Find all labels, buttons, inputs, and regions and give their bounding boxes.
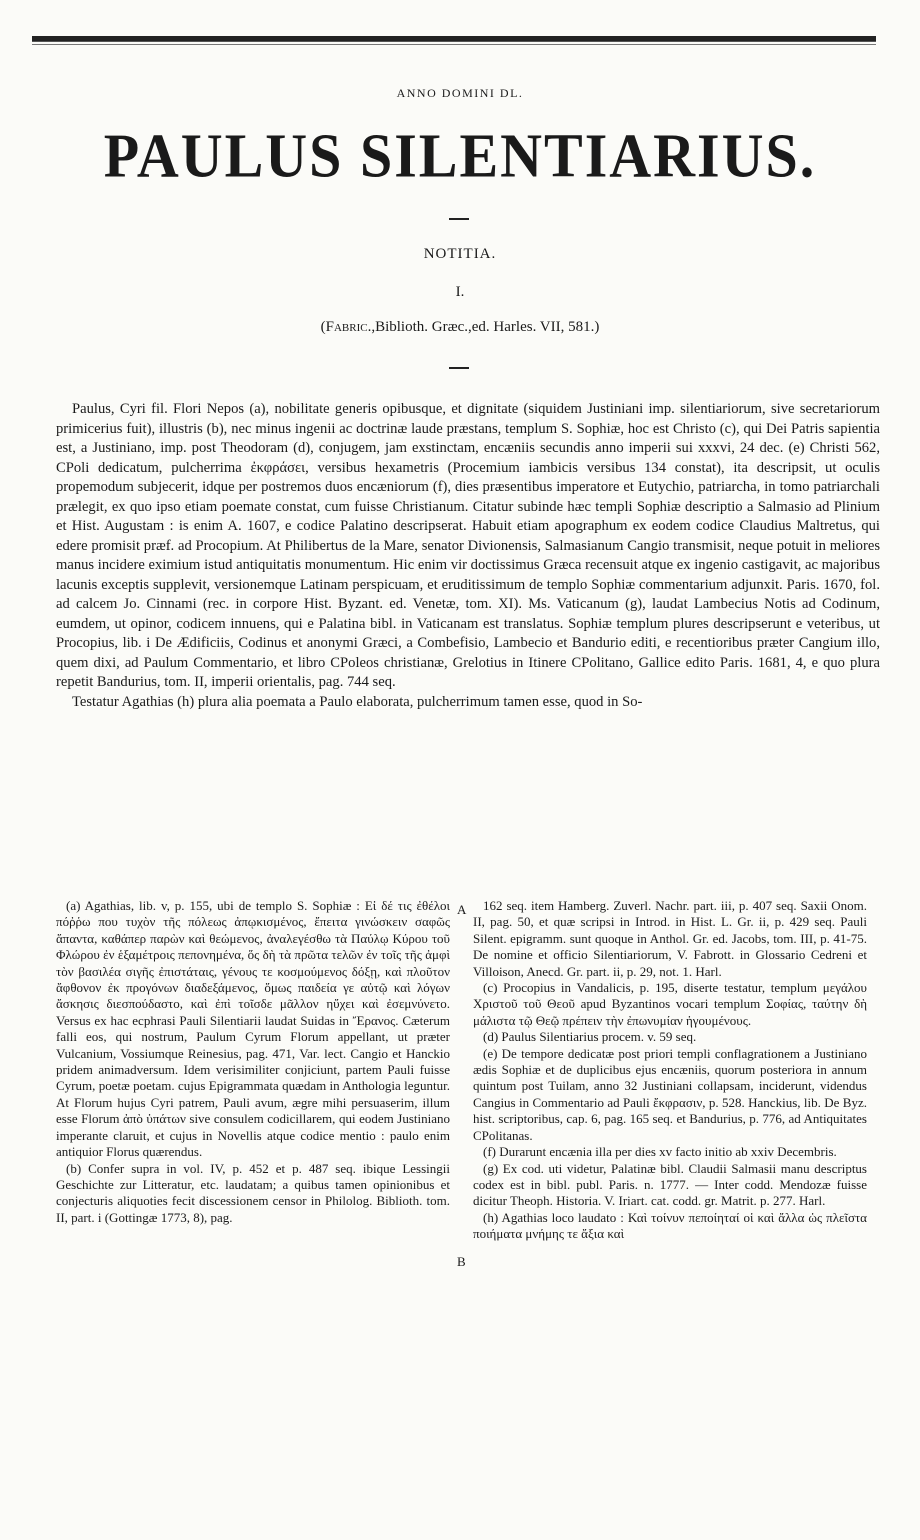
footnote: (h) Agathias loco laudato : Καὶ τοίνυν πεποίηταί οἱ καὶ ἄλλα ὡς πλεῖστα ποιήματα μνήμης τε ἄξια καὶ [473, 1209, 867, 1242]
body-text [56, 400, 880, 712]
column-marker-a: A [457, 902, 467, 917]
page-title: PAULUS SILENTIARIUS. [103, 120, 817, 191]
body-paragraph: Testatur Agathias (h) plura alia poemata a Paulo elaborata, pulcherrimum tamen esse, quod in So- [72, 693, 643, 710]
footnote: (f) Durarunt encænia illa per dies xv facto initio ab xxiv Decembris. [483, 1144, 837, 1160]
section-heading: NOTITIA. [423, 246, 497, 262]
footnote: (e) De tempore dedicatæ post priori templi conflagrationem a Justiniano ædis Sophiæ et de duplicibus ejus encæniis, quorum posteriora in annum quintum post Tuilam, anno 32 Justiniani collapsam, inciderunt, videndus Cangius in Commentario ad Pauli ἔκφρασιν, p. 528. Hanckius, lib. De Byz. hist. scriptoribus, cap. 6, pag. 165 seq. et Bandurius, p. 776, ad Antiquitates CPolitanas. [473, 1045, 867, 1143]
running-head: ANNO DOMINI DL. [396, 86, 524, 100]
footnote: (a) Agathias, lib. v, p. 155, ubi de templo S. Sophiæ : Εἰ δέ τις ἐθέλοι πόῤῥω που τυχὸν τῆς πόλεως ἀπῳκισμένος, ἔπειτα γινώσκειν σαφῶς ἅπαντα, καθάπερ παρὼν καὶ θεώμενος, ἀναλεγέσθω τὰ Παύλῳ Κύρου τοῦ Φλώρου ἐν ἑξαμέτροις πεπονημένα, ὅς δὴ τὰ πρῶτα τελῶν ἐν τοῖς τῆς ἀμφὶ τὸν βασιλέα σιγῆς ἐπιστάταις, γένους τε κοσμούμενος δόξῃ, καὶ πλοῦτον ἄφθονον ἐκ προγόνων διαδεξάμενος, ὅμως παιδεία γε αὐτῷ καὶ λόγων ἄσκησις διεσπούδαστο, καὶ ἐπὶ τοῖσδε μᾶλλον ηὔχει καὶ ἐσεμνύνετο. Versus ex hac ecphrasi Pauli Silentiarii laudat Suidas in Ἔρανος. Cæterum falli eos, qui nostrum, Paulum Cyrum Florum appellant, ut præter Vulcanium, Vossiumque Reinesius, pag. 471, Var. lect. Cangio et Hanckio pridem animadversum. Idem verisimiliter conjiciunt, partem Pauli fuisse Cyrum, poetæ poetam. cujus Epigrammata quædam in Anthologia leguntur. At Florum hujus Cyri patrem, Pauli avum, ægre mihi persuaserim, illum esse Florum ἀπὸ ὑπάτων sive consulem codicillarem, qui eodem Justiniano imperante claruit, et cujus in Novellis atque codice mentio : paulo enim antiquior Florus quærendus. [56, 898, 450, 1160]
section-numeral: I. [455, 284, 465, 300]
source-citation: (Fabric.,Biblioth. Græc.,ed. Harles. VII, 581.) [320, 319, 600, 335]
top-rule-thin [32, 44, 876, 45]
footnotes-right-column [473, 898, 867, 1243]
footnote: 162 seq. item Hamberg. Zuverl. Nachr. part. iii, p. 407 seq. Saxii Onom. II, pag. 50, et quæ scripsi in Introd. in Hist. L. Gr. ii, p. 429 seq. Pauli Silent. epigramm. sunt quoque in Anthol. Gr. ed. Jacobs, tom. III, p. 41-75. De nomine et officio Silentiariorum, V. Fabrott. in Glossario Cedreni et Villoison, Anecd. Gr. part. ii, p. 29, not. 1. Harl. [473, 898, 867, 979]
top-rule [32, 36, 876, 42]
source-abbr: Fabric. [325, 319, 372, 335]
footnote: (b) Confer supra in vol. IV, p. 452 et p. 487 seq. ibique Lessingii Geschichte zur Litteratur, etc. laudatam; a quibus tamen opinionibus et conjecturis aliquoties fecit discessionem censor in Philolog. Biblioth. tom. II, part. i (Gottingæ 1773, 8), pag. [56, 1160, 450, 1225]
title-dash [449, 218, 469, 220]
column-marker-b: B [457, 1254, 466, 1269]
footnote: (d) Paulus Silentiarius procem. v. 59 seq. [483, 1029, 697, 1045]
footnote: (c) Procopius in Vandalicis, p. 195, diserte testatur, templum μεγάλου Χριστοῦ τοῦ Θεοῦ apud Byzantinos vocari templum Σοφίας, ταύτην δὴ μάλιστα τῷ Θεῷ πρέπειν τὴν ἐπωνυμίαν ἡγουμένους. [473, 980, 867, 1028]
source-dash [449, 367, 469, 369]
footnotes-left-column [56, 898, 450, 1226]
source-rest: ,Biblioth. Græc.,ed. Harles. VII, 581. [371, 319, 595, 335]
footnote: (g) Ex cod. uti videtur, Palatinæ bibl. Claudii Salmasii manu descriptus codex est in bibl. publ. Paris. n. 1777. — Inter codd. Mendozæ fuisse dicitur Theoph. Historia. V. Iriart. cat. codd. gr. Matrit. p. 277. Harl. [473, 1160, 867, 1209]
body-paragraph: Paulus, Cyri fil. Flori Nepos (a), nobilitate generis opibusque, et dignitate (siquidem Justiniani imp. silentiariorum, sive secretariorum primicerius fuit), illustris (b), nec minus ingenii ac doctrinæ laude præstans, templum S. Sophiæ, hoc est Christo (c), qui Dei Patris sapientia est, a Justiniano, imp. post Theodoram (d), conjugem, jam exstinctam, encæniis secundis anno imperii sui xxxvi, 24 dec. (e) Christi 562, CPoli dedicatum, pulcherrima ἐκφράσει, versibus hexametris (Procemium iambicis versibus 134 constat), ita descripsit, ut oculis propemodum subjecerit, idque per postremos duos encæniorum (f), dies præsentibus imperatore et Eutychio, patriarcha, in tomo patriarchali prælegit, ex quo ipso etiam poemate constat, cum fuisse Christianum. Citatur subinde hæc templi Sophiæ descriptio a Salmasio ad Plinium et Hist. Augustam : is enim A. 1607, e codice Palatino descripserat. Habuit etiam apographum ex eodem codice Claudius Maltretus, qui edere promisit præf. ad Procopium. At Philibertus de la Mare, senator Divionensis, Salmasianum Cangio transmisit, neque potuit in meliores manus incidere eximium istud antiquitatis monumentum. Hic enim vir doctissimus Græca recensuit atque ex ingenio castigavit, ac majoribus lacunis exceptis supplevit, versionemque Latinam perspicuam, et eruditissimum de templo Sophiæ commentarium adjunxit. Paris. 1670, fol. ad calcem Jo. Cinnami (rec. in corpore Hist. Byzant. ed. Venetæ, tom. XI). Ms. Vaticanum (g), laudat Lambecius Notis ad Codinum, eumdem, ut opinor, codicem innuens, qui e Palatina bibl. in Vaticanam est translatus. Sophiæ templum plures descripserunt e veteribus, ut Procopius, lib. i De Ædificiis, Codinus et anonymi Græci, a Combefisio, Lambecio et Bandurio editi, e recentioribus præter Cangium illo, quem dixi, ad Paulum Commentario, et libro CPoleos christianæ, Grelotius in Itinere CPolitano, Gallice edito Paris. 1681, 4, e quo plura repetit Bandurius, tom. II, imperii orientalis, pag. 744 seq. [56, 401, 880, 690]
